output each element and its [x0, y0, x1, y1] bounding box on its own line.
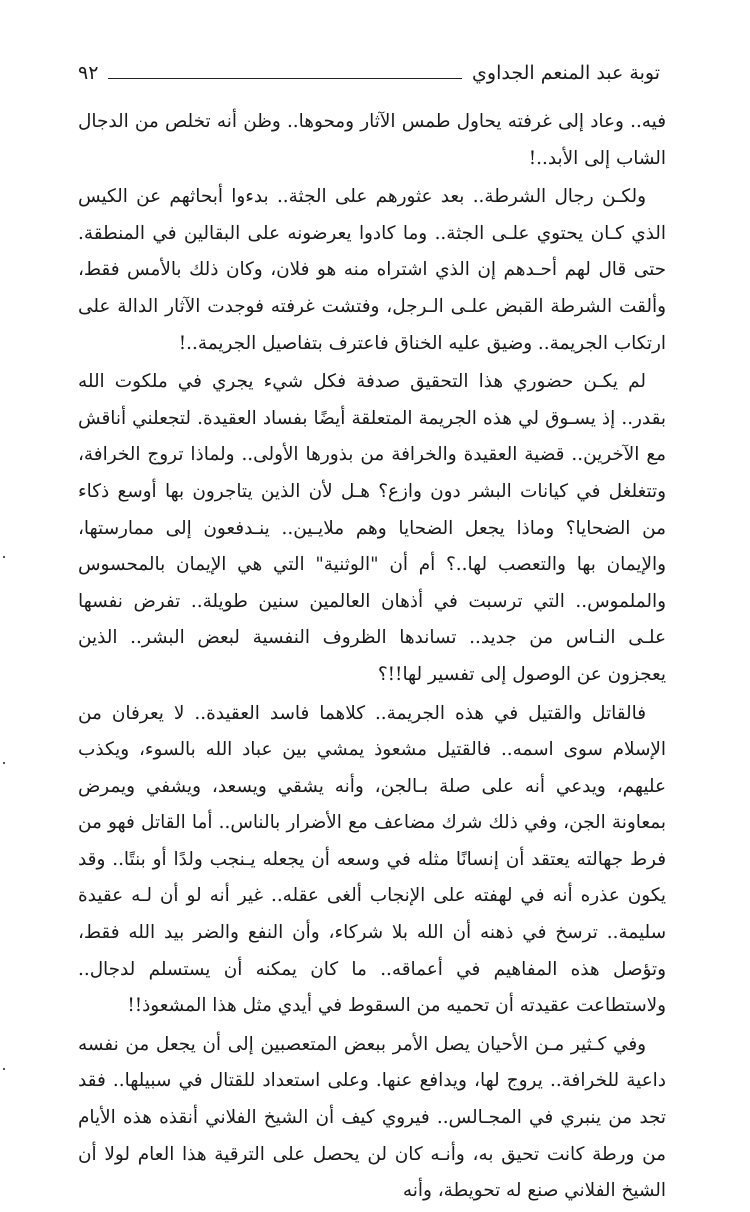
paragraph-4: فالقاتل والقتيل في هذه الجريمة.. كلاهما فاسد العقيدة.. لا يعرفان من الإسلام سوى اسمه.. فالقتيل مشعوذ يمشي بين عباد الله بالسوء، ويكذب عليهم، ويدعي أنه على صلة بـالجن، وأنه يشقي ويسعد، ويشفي ويمرض بمعاونة الجن، وفي ذلك شرك مضاعف مع الأضرار بالناس.. أما القاتل فهو من فرط جهالته يعتقد أن إنسانًا مثله في وسعه أن يجعله يـنجب ولدًا أو بنتًا.. وقد يكون عذره أنه في لهفته على الإنجاب ألغى عقله.. غير أنه لو أن لـه عقيدة سليمة.. ترسخ في ذهنه أن الله بلا شركاء، وأن النفع والضر بيد الله فقط، وتؤصل هذه المفاهيم في أعماقه.. ما كان يمكنه أن يستسلم لدجال.. ولاستطاعت عقيدته أن تحميه من السقوط في أيدي مثل هذا المشعوذ!!: [78, 702, 666, 1017]
paragraph-5: وفي كـثير مـن الأحيان يصل الأمر ببعض المتعصبين إلى أن يجعل من نفسه داعية للخرافة.. يروج لها، ويدافع عنها. وعلى استعداد للقتال في سبيلها.. فقد تجد من ينبري في المجـالس.. فيروي كيف أن الشيخ الفلاني أنقذه هذه الأيام من ورطة كانت تحيق به، وأنـه كان لن يحصل على الترقية هذا العام لولا أن الشيخ الفلاني صنع له تحويطة، وأنه: [78, 1033, 666, 1202]
scan-edge-mark: [3, 556, 5, 558]
book-title: توبة عبد المنعم الجداوي: [472, 62, 660, 84]
paragraph-1: فيه.. وعاد إلى غرفته يحاول طمس الآثار ومحوها.. وظن أنه تخلص من الدجال الشاب إلى الأبد..!: [78, 111, 666, 169]
running-header: [78, 58, 660, 84]
paragraph-2: ولكـن رجال الشرطة.. بعد عثورهم على الجثة.. بدءوا أبحاثهم عن الكيس الذي كـان يحتوي علـى الجثة.. وما كادوا يعرضونه على البقالين في المنطقة. حتى قال لهم أحـدهم إن الذي اشتراه منه هو فلان، وكان ذلك بالأمس فقط، وألقت الشرطة القبض علـى الـرجل، وفتشت غرفته فوجدت الآثار الدالة على ارتكاب الجريمة.. وضيق عليه الخناق فاعترف بتفاصيل الجريمة..!: [78, 186, 666, 354]
paragraph-3: لم يكـن حضوري هذا التحقيق صدفة فكل شيء يجري في ملكوت الله بقدر.. إذ يسـوق لي هذه الجريمة المتعلقة أيضًا بفساد العقيدة. لتجعلني أناقش مع الآخرين.. قضية العقيدة والخرافة من بذورها الأولى.. ولماذا تروج الخرافة، وتتغلغل في كيانات البشر دون وازع؟ هـل لأن الذين يتاجرون بها أوسع ذكاء من الضحايا؟ وماذا يجعل الضحايا وهم ملايـين.. ينـدفعون إلى ممارستها، والإيمان بها والتعصب لها..؟ أم أن "الوثنية" التي هي الإيمان بالمحسوس والملموس.. التي ترسبت في أذهان العالمين سنين طويلة.. تفرض نفسها علـى النـاس من جديد.. تساندها الظروف النفسية لبعض البشر.. الذين يعجزون عن الوصول إلى تفسير لها!!؟: [78, 371, 666, 685]
body-text: [78, 104, 666, 1212]
scan-edge-mark: [3, 762, 5, 764]
scan-edge-mark: [3, 1068, 5, 1070]
page-number: ٩٢: [78, 62, 99, 84]
header-rule: [108, 78, 462, 79]
